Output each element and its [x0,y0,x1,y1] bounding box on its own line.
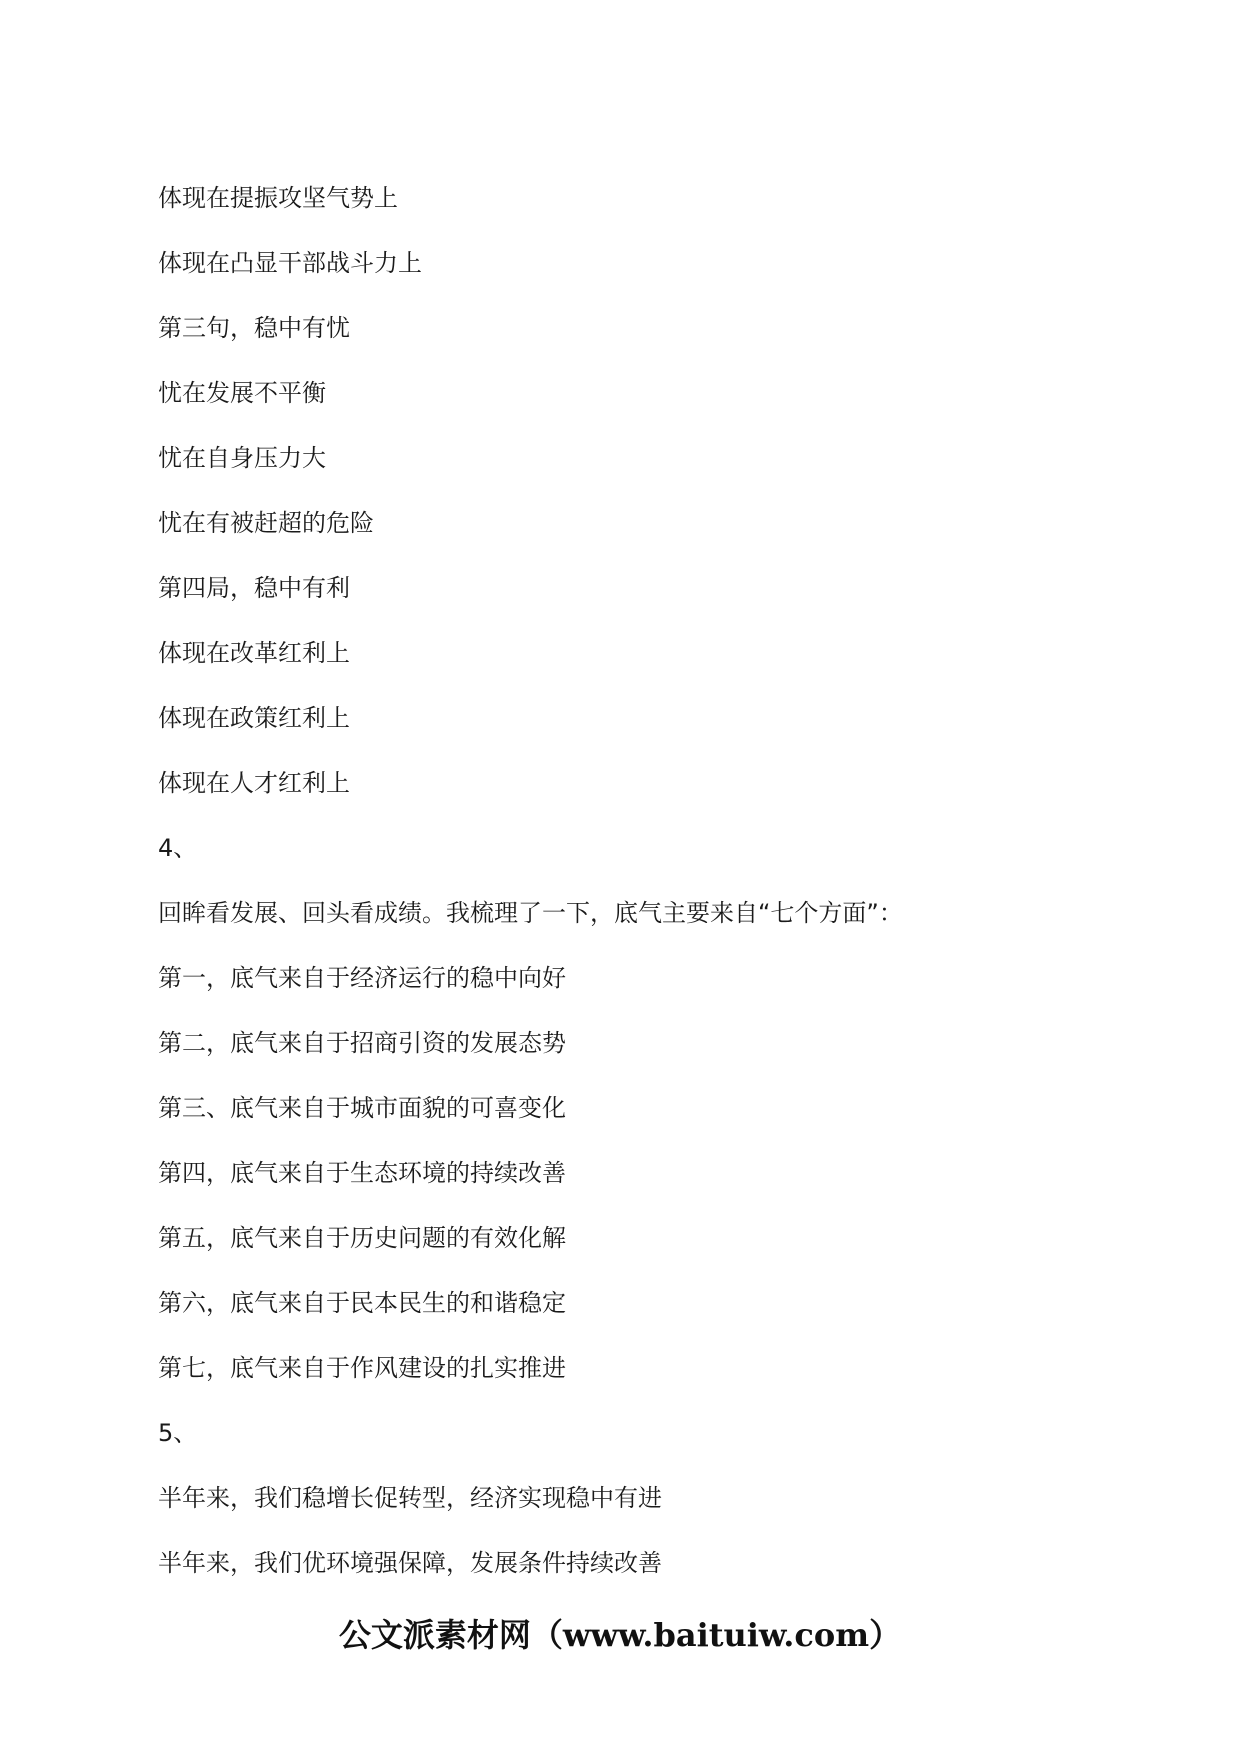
text-line: 第四，底气来自于生态环境的持续改善 [158,1159,566,1187]
text-line: 第三、底气来自于城市面貌的可喜变化 [158,1094,566,1122]
text-line: 第五，底气来自于历史问题的有效化解 [158,1224,566,1252]
text-line: 第一，底气来自于经济运行的稳中向好 [158,964,566,992]
section-number: 5、 [158,1419,198,1447]
text-line: 回眸看发展、回头看成绩。我梳理了一下，底气主要来自“七个方面”： [158,899,903,927]
text-line: 体现在提振攻坚气势上 [158,184,398,212]
footer-watermark: 公文派素材网（www.baituiw.com） [338,1616,902,1654]
body-text [158,172,903,1602]
text-line: 体现在凸显干部战斗力上 [158,249,422,277]
text-line: 体现在政策红利上 [158,704,350,732]
text-line: 第三句，稳中有忧 [158,314,350,342]
section-number: 4、 [158,834,198,862]
text-line: 忧在有被赶超的危险 [158,509,374,537]
text-line: 第四局，稳中有利 [158,574,350,602]
text-line: 忧在自身压力大 [158,444,326,472]
text-line: 体现在改革红利上 [158,639,350,667]
text-line: 第六，底气来自于民本民生的和谐稳定 [158,1289,566,1317]
text-line: 忧在发展不平衡 [158,379,326,407]
text-line: 第二，底气来自于招商引资的发展态势 [158,1029,566,1057]
text-line: 第七，底气来自于作风建设的扎实推进 [158,1354,566,1382]
text-line: 半年来，我们稳增长促转型，经济实现稳中有进 [158,1484,662,1512]
text-line: 半年来，我们优环境强保障，发展条件持续改善 [158,1549,662,1577]
text-line: 体现在人才红利上 [158,769,350,797]
